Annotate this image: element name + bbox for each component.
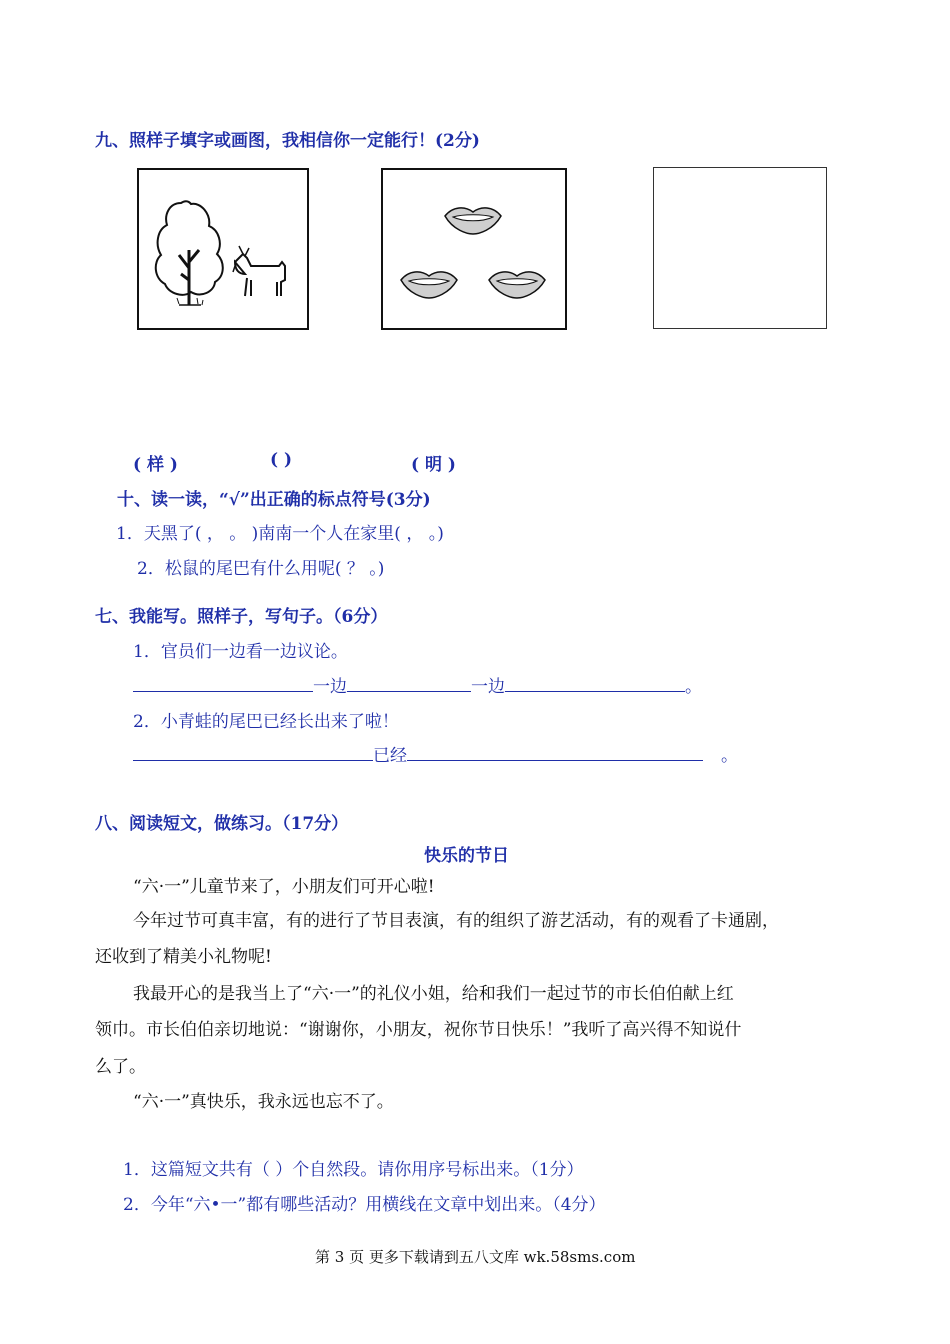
article-paragraph-3-line-3: 么了。 xyxy=(95,1057,146,1077)
article-paragraph-3-line-1: 我最开心的是我当上了“六·一”的礼仪小姐，给和我们一起过节的市长伯伯献上红 xyxy=(133,984,734,1004)
article-paragraph-1: “六·一”儿童节来了，小朋友们可开心啦! xyxy=(133,877,435,897)
label-ming: ( 明 ) xyxy=(411,455,456,475)
fill-word: 一边 xyxy=(313,677,347,697)
fill-end: 。 xyxy=(721,746,738,766)
tree-and-goat-illustration xyxy=(139,170,307,328)
fill-word: 一边 xyxy=(471,677,505,697)
sentence-example-1: 1．官员们一边看一边议论。 xyxy=(133,642,348,662)
fill-word: 已经 xyxy=(373,746,407,766)
label-sample: ( 样 ) xyxy=(133,455,178,475)
article-paragraph-2-line-1: 今年过节可真丰富，有的进行了节目表演，有的组织了游艺活动，有的观看了卡通剧， xyxy=(133,911,779,931)
punctuation-item-1: 1．天黑了( ， 。 )南南一个人在家里( ， 。) xyxy=(116,524,444,544)
section-10-heading: 十、读一读，“√”出正确的标点符号(3分) xyxy=(117,490,431,510)
sample-picture-box xyxy=(137,168,309,330)
blank-line[interactable] xyxy=(133,742,373,761)
section-8-heading: 八、阅读短文，做练习。（17分） xyxy=(95,814,349,834)
section-9-heading: 九、照样子填字或画图，我相信你一定能行！(2分) xyxy=(95,131,480,151)
blank-line[interactable] xyxy=(347,673,471,692)
label-blank: ( ) xyxy=(270,450,293,470)
article-paragraph-3-line-2: 领巾。市长伯伯亲切地说：“谢谢你，小朋友，祝你节日快乐！”我听了高兴得不知说什 xyxy=(95,1020,742,1040)
three-lips-illustration xyxy=(383,170,565,328)
sentence-fill-2 xyxy=(133,741,738,766)
punctuation-item-2: 2．松鼠的尾巴有什么用呢( ？ 。) xyxy=(137,559,385,579)
page-footer: 第 3 页 更多下载请到五八文库 wk.58sms.com xyxy=(315,1248,636,1266)
sentence-fill-1 xyxy=(133,672,702,697)
sentence-example-2: 2．小青蛙的尾巴已经长出来了啦！ xyxy=(133,712,399,732)
section-7-heading: 七、我能写。照样子，写句子。（6分） xyxy=(95,607,388,627)
article-paragraph-4: “六·一”真快乐，我永远也忘不了。 xyxy=(133,1092,394,1112)
blank-line[interactable] xyxy=(407,742,703,761)
blank-line[interactable] xyxy=(133,673,313,692)
fill-end: 。 xyxy=(685,677,702,697)
lips-picture-box xyxy=(381,168,567,330)
question-1: 1．这篇短文共有（ ）个自然段。请你用序号标出来。（1分） xyxy=(123,1160,584,1180)
question-2: 2．今年“六•一”都有哪些活动？用横线在文章中划出来。（4分） xyxy=(123,1195,606,1215)
article-title: 快乐的节日 xyxy=(424,846,509,866)
blank-line[interactable] xyxy=(505,673,685,692)
article-paragraph-2-line-2: 还收到了精美小礼物呢! xyxy=(95,947,272,967)
empty-drawing-box[interactable] xyxy=(653,167,827,329)
